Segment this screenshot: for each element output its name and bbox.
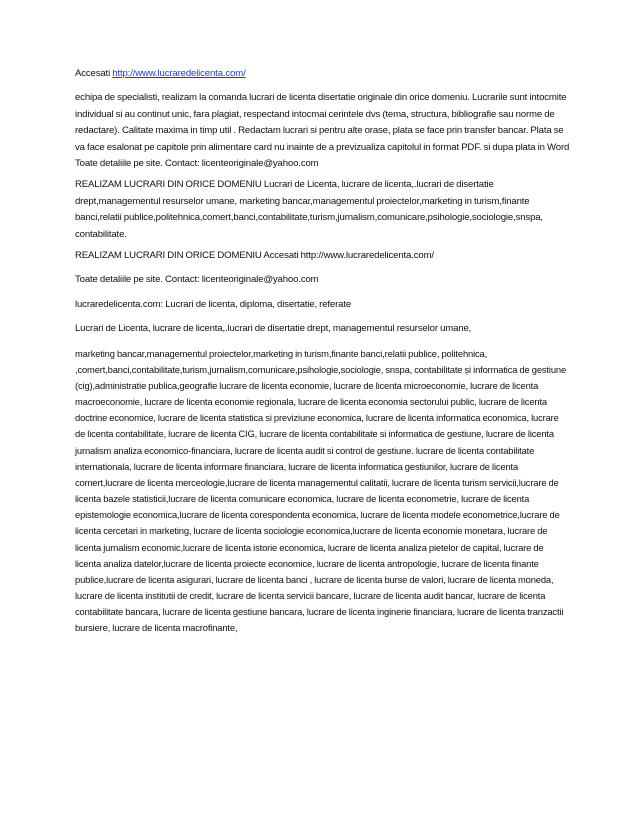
access-prefix: Accesati bbox=[75, 68, 113, 79]
lucrari-line: Lucrari de Licenta, lucrare de licenta,.lucrari de disertatie drept, managementul resurselor umane, bbox=[75, 323, 472, 335]
access-line bbox=[75, 66, 570, 82]
realizam-access-line: REALIZAM LUCRARI DIN ORICE DOMENIU Accesati http://www.lucraredelicenta.com/ bbox=[75, 250, 434, 262]
intro-paragraph: echipa de specialisti, realizam la comanda lucrari de licenta disertatie originale din orice domeniu. Lucrarile sunt intocmite individual si au continut unic, fara plagiat, respectand intocmai cerintele dvs (tema, structura, bibliografie sau norme de redactare). Calitate maxima in timp util . Redactam lucrari si pentru alte orase, plata se face prin transfer bancar. Plata se va face esalonat pe capitole prin alimentare card nu inainte de a previzualiza capitolul in format PDF. si dupa plata in Word Toate detaliile pe site. Contact: licenteoriginale@yahoo.com bbox=[75, 92, 570, 170]
services-list-paragraph: marketing bancar,managementul proiectelor,marketing in turism,finante banci,relatii publice, politehnica, ,comert,banci,contabilitate,turism,jurnalism,comunicare,psihologie,sociologie, snspa, contabilitate și informatica de gestiune (cig),administratie publica,geografie lucrare de licenta economie, lucrare de licenta microeconomie, lucrare de licenta macroeconomie, lucrare de licenta economie regionala, lucrare de licenta economia sectorului public, lucrare de licenta doctrine economice, lucrare de licenta statistica si previziune economica, lucrare de licenta informatica economica, lucrare de licenta contabilitate, lucrare de licenta CIG, lucrare de licenta contabilitate si informatica de gestiune, lucrare de licenta jurnalism analiza economico-financiara, lucrare de licenta audit si control de gestiune. lucrare de licenta contabilitate internationala, lucrare de licenta informare financiara, lucrare de licenta informatica gestiunilor, lucrare de licenta comert,lucrare de licenta merceologie,lucrare de licenta managementul calitatii, lucrare de licenta turism servicii,lucrare de licenta bazele statisticii,lucrare de licenta comunicare economica, lucrare de licenta econometrie, lucrare de licenta epistemologie economica,lucrare de licenta corespondenta economica, lucrare de licenta modele econometrice,lucrare de licenta cercetari in marketing, lucrare de licenta sociologie economica,lucrare de licenta economie monetara, lucrare de licenta jurnalism economic,lucrare de licenta istorie economica, lucrare de licenta analiza pietelor de capital, lucrare de licenta analiza datelor,lucrare de licenta proiecte economice, lucrare de licenta antropologie, lucrare de licenta finante publice,lucrare de licenta asigurari, lucrare de licenta banci , lucrare de licenta burse de valori, lucrare de licenta moneda, lucrare de licenta institutii de credit, lucrare de licenta servicii bancare, lucrare de licenta audit bancar, lucrare de licenta contabilitate bancara, lucrare de licenta gestiune bancara, lucrare de licenta inginerie financiara, lucrare de licenta tranzactii bursiere, lucrare de licenta macrofinante, bbox=[75, 347, 567, 634]
document-page bbox=[75, 66, 570, 637]
realizam-paragraph: REALIZAM LUCRARI DIN ORICE DOMENIU Lucrari de Licenta, lucrare de licenta,.lucrari de disertatie drept,managementul resurselor umane, marketing bancar,managementul proiectelor,marketing in turism,finante banci,relatii publice,politehnica,comert,banci,contabilitate,turism,jurnalism,comunicare,psihologie,sociologie,snspa, contabilitate. bbox=[75, 179, 543, 240]
details-line: Toate detaliile pe site. Contact: licenteoriginale@yahoo.com bbox=[75, 274, 319, 286]
site-title-line: lucraredelicenta.com: Lucrari de licenta, diploma, disertatie, referate bbox=[75, 298, 352, 310]
site-link[interactable]: http://www.lucraredelicenta.com/ bbox=[112, 68, 246, 79]
